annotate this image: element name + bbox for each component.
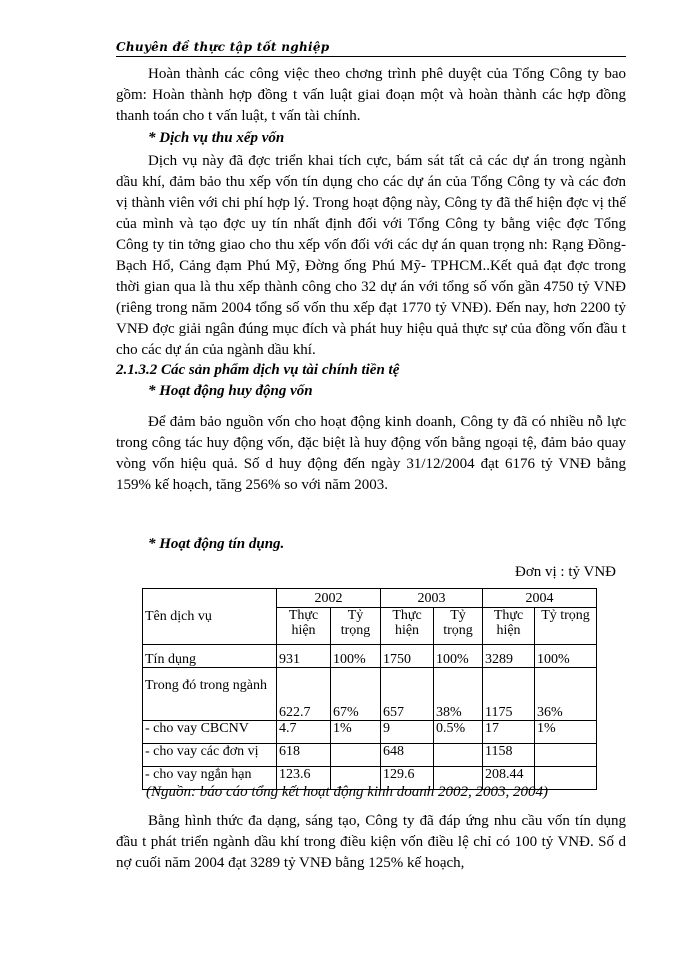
row-label: - cho vay CBCNV xyxy=(143,721,277,744)
cell-value: 1% xyxy=(535,721,597,744)
paragraph-capital-mobilization: Để đảm bảo nguồn vốn cho hoạt động kinh doanh, Công ty đã có nhiều nỗ lực trong công tác huy động vốn, đặc biệt là huy động vốn bằng ngoại tệ, đảm bảo quay vòng vốn hiệu quả. Số d huy động đến ngày 31/12/2004 đạt 6176 tỷ VNĐ bằng 159% kế hoạch, tăng 256% so với năm 2003. xyxy=(116,414,626,493)
row-label: - cho vay ngắn hạn xyxy=(143,767,277,790)
cell-value: 129.6 xyxy=(381,767,434,790)
cell-value: 4.7 xyxy=(277,721,331,744)
header-ratio: Tỷ trọng xyxy=(434,608,483,645)
cell-value: 1175 xyxy=(483,668,535,721)
row-label: - cho vay các đơn vị xyxy=(143,744,277,767)
paragraph-capital-arrangement: Dịch vụ này đã đợc triển khai tích cực, bám sát tất cả các dự án trong ngành dầu khí, đảm bảo thu xếp vốn tín dụng cho các dự án của Tổng Công ty và các đơn vị thành viên với chi phí hợp lý. Trong hoạt động này, Công ty đã thể hiện đợc vị thế của mình và tạo đợc uy tín nhất định đối với Tổng Công ty bằng việc đợc Tổng Công ty tin tởng giao cho thu xếp vốn đối với các dự án quan trọng nh: Rạng Đồng- Bạch Hổ, Cảng đạm Phú Mỹ, Đờng ống Phú Mỹ- TPHCM..Kết quả đạt đợc trong thời gian qua là thu xếp thành công cho 32 dự án với tổng số vốn gần 4750 tỷ VNĐ (riêng trong năm 2004 tổng số vốn thu xếp đạt 1770 tỷ VNĐ). Đến nay, hơn 2200 tỷ VNĐ đợc giải ngân đúng mục đích và phát huy hiệu quả thực sự của đồng vốn đầu t cho các dự án của ngành dầu khí. xyxy=(116,153,626,358)
paragraph-completion: Hoàn thành các công việc theo chơng trình phê duyệt của Tổng Công ty bao gồm: Hoàn thành hợp đồng t vấn luật giai đoạn một và hoàn thành các hợp đồng thanh toán cho t vấn luật, t vấn tài chính. xyxy=(116,66,626,124)
subheading-credit: * Hoạt động tín dụng. xyxy=(148,536,285,552)
table-row xyxy=(143,668,597,721)
table-row xyxy=(143,645,597,668)
unit-label: Đơn vị : tỷ VNĐ xyxy=(515,564,616,580)
subheading-capital-mobilization: * Hoạt động huy động vốn xyxy=(148,383,313,399)
header-year-2003: 2003 xyxy=(381,589,483,608)
cell-value: 208.44 xyxy=(483,767,535,790)
cell-value: 38% xyxy=(434,668,483,721)
cell-value: 657 xyxy=(381,668,434,721)
row-label: Trong đó trong ngành xyxy=(143,668,277,721)
header-service-name: Tên dịch vụ xyxy=(143,589,277,645)
cell-value: 100% xyxy=(535,645,597,668)
cell-value: 100% xyxy=(331,645,381,668)
row-label: Tín dụng xyxy=(143,645,277,668)
header-year-2004: 2004 xyxy=(483,589,597,608)
source-note: (Nguồn: báo cáo tổng kết hoạt động kinh doanh 2002, 2003, 2004) xyxy=(146,784,549,800)
cell-value: 36% xyxy=(535,668,597,721)
header-ratio: Tỷ trọng xyxy=(535,608,597,645)
cell-value: 1% xyxy=(331,721,381,744)
cell-value: 1750 xyxy=(381,645,434,668)
cell-value: 0.5% xyxy=(434,721,483,744)
cell-value: 931 xyxy=(277,645,331,668)
subheading-capital-arrangement: * Dịch vụ thu xếp vốn xyxy=(148,130,285,146)
header-ratio: Tỷ trọng xyxy=(331,608,381,645)
page-header xyxy=(116,40,626,60)
cell-value xyxy=(331,744,381,767)
cell-value: 100% xyxy=(434,645,483,668)
paragraph-credit-summary: Bằng hình thức đa dạng, sáng tạo, Công ty đã đáp ứng nhu cầu vốn tín dụng đầu t phát triển ngành dầu khí trong điều kiện vốn điều lệ chỉ có 100 tỷ VNĐ. Số d nợ cuối năm 2004 đạt 3289 tỷ VNĐ bằng 125% kế hoạch, xyxy=(116,813,626,871)
header-year-2002: 2002 xyxy=(277,589,381,608)
cell-value: 622.7 xyxy=(277,668,331,721)
cell-value: 67% xyxy=(331,668,381,721)
cell-value: 618 xyxy=(277,744,331,767)
cell-value: 9 xyxy=(381,721,434,744)
header-actual: Thực hiện xyxy=(483,608,535,645)
cell-value xyxy=(535,744,597,767)
header-title: Chuyên đề thực tập tốt nghiệp xyxy=(116,40,330,54)
cell-value xyxy=(434,744,483,767)
table-header-row xyxy=(143,589,597,608)
header-rule xyxy=(116,56,626,57)
cell-value: 123.6 xyxy=(277,767,331,790)
cell-value: 3289 xyxy=(483,645,535,668)
header-actual: Thực hiện xyxy=(381,608,434,645)
credit-table xyxy=(142,588,597,790)
cell-value: 17 xyxy=(483,721,535,744)
table-row xyxy=(143,744,597,767)
cell-value: 648 xyxy=(381,744,434,767)
cell-value: 1158 xyxy=(483,744,535,767)
header-actual: Thực hiện xyxy=(277,608,331,645)
table-row xyxy=(143,721,597,744)
section-heading: 2.1.3.2 Các sản phẩm dịch vụ tài chính tiền tệ xyxy=(116,362,400,378)
